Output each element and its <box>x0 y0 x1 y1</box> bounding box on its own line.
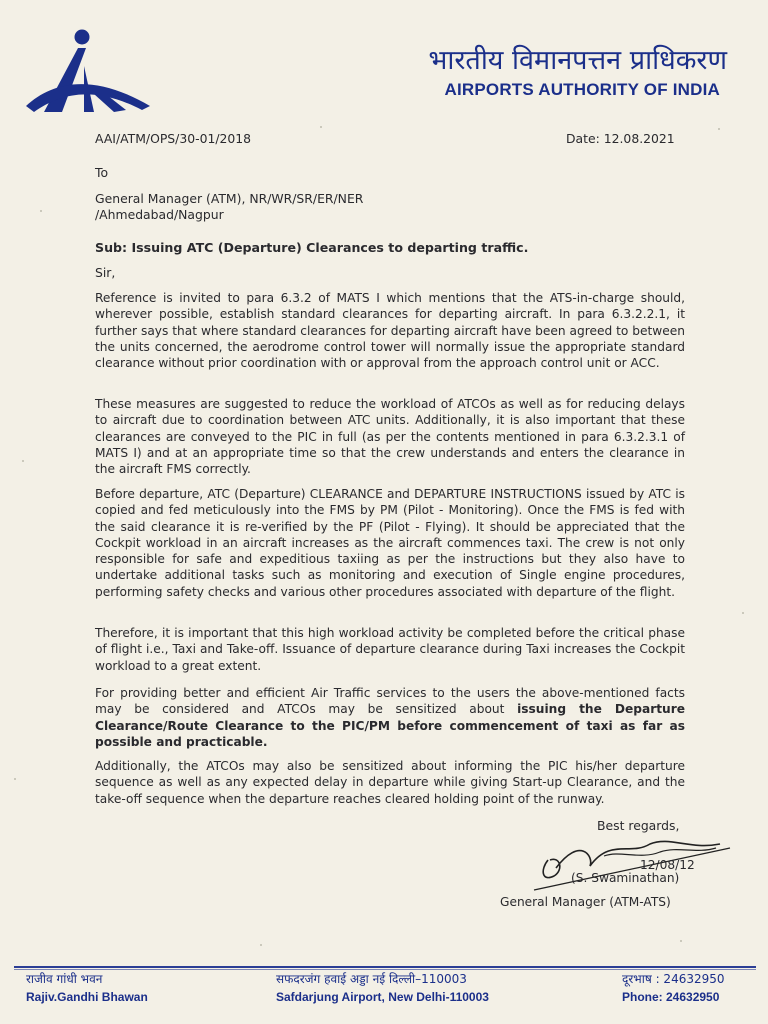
recipient-address <box>95 191 363 223</box>
signature-date: 12/08/12 <box>640 858 695 872</box>
signatory-title: General Manager (ATM-ATS) <box>500 895 671 909</box>
subject-line: Sub: Issuing ATC (Departure) Clearances to departing traffic. <box>95 240 529 255</box>
to-label: To <box>95 165 109 180</box>
org-name-english: AIRPORTS AUTHORITY OF INDIA <box>444 80 720 99</box>
paper-speck <box>22 460 24 462</box>
footer-divider <box>14 966 756 968</box>
footer-airport-hindi: सफदरजंग हवाई अड्डा नई दिल्ली–110003 <box>276 972 467 986</box>
paragraph-1: Reference is invited to para 6.3.2 of MATS I which mentions that the ATS-in-charge should, wherever possible, establish standard clearances for departing aircraft. In para 6.3.2.2.1, it further says that where standard clearances for departing aircraft have been agreed to between the units concerned, the aerodrome control tower will normally issue the appropriate standard clearance without prior coordination with or approval from the approach control unit or ACC. <box>95 291 685 371</box>
footer-phone: Phone: 24632950 <box>622 990 720 1004</box>
paragraph-2: These measures are suggested to reduce the workload of ATCOs as well as for reducing delays to aircraft due to coordination between ATC units. Additionally, it is also important that these clearances are conveyed to the PIC in full (as per the contents mentioned in para 6.3.2.3.1 of MATS I) and at an appropriate time so that the crew understands and enters the clearance in the aircraft FMS correctly. <box>95 397 685 477</box>
paragraph-3: Before departure, ATC (Departure) CLEARANCE and DEPARTURE INSTRUCTIONS issued by ATC is copied and fed meticulously into the FMS by PM (Pilot - Monitoring). Once the FMS is fed with the said clearance it is re-verified by the PF (Pilot - Flying). It should be appreciated that the Cockpit workload in an aircraft increases as the aircraft commences taxi. The crew is not only responsible for safe and expeditious taxiing as per the instructions but they also have to undertake additional tasks such as monitoring and execution of Single engine procedures, performing safety checks and various other procedures associated with departure of the flight. <box>95 487 685 599</box>
paper-speck <box>718 128 720 130</box>
footer-phone-hindi: दूरभाष : 24632950 <box>622 972 725 986</box>
paragraph-5 <box>95 685 685 750</box>
paper-speck <box>680 940 682 942</box>
closing: Best regards, <box>597 818 680 833</box>
paragraph-5-text: For providing better and efficient Air Traffic services to the users the above-mentioned facts may be considered and ATCOs may be sensitized about <box>95 686 685 717</box>
letter-date: Date: 12.08.2021 <box>566 131 675 146</box>
aai-logo-icon <box>22 28 154 118</box>
address-line: General Manager (ATM), NR/WR/SR/ER/NER <box>95 191 364 206</box>
paragraph-4: Therefore, it is important that this high workload activity be completed before the critical phase of flight i.e., Taxi and Take-off. Issuance of departure clearance during Taxi increases the Cockpit workload to a great extent. <box>95 626 685 673</box>
paper-speck <box>40 210 42 212</box>
footer-airport: Safdarjung Airport, New Delhi-110003 <box>276 990 489 1004</box>
footer-address: Rajiv.Gandhi Bhawan <box>26 990 148 1004</box>
paper-speck <box>14 778 16 780</box>
paragraph-5-emphasis: issuing the Departure Clearance/Route Clearance to the PIC/PM before commencement of taxi as far as possible and practicable. <box>95 702 685 749</box>
footer-address-hindi: राजीव गांधी भवन <box>26 972 103 986</box>
paper-speck <box>260 944 262 946</box>
address-line: /Ahmedabad/Nagpur <box>95 207 224 222</box>
paper-speck <box>742 612 744 614</box>
org-name-hindi: भारतीय विमानपत्तन प्राधिकरण <box>428 45 727 76</box>
signatory-name: (S. Swaminathan) <box>571 871 680 885</box>
handwritten-signature <box>520 826 740 896</box>
paragraph-6: Additionally, the ATCOs may also be sensitized about informing the PIC his/her departure sequence as well as any expected delay in departure while giving Start-up Clearance, and the take-off sequence when the departure reaches cleared holding point of the runway. <box>95 759 685 806</box>
reference-number: AAI/ATM/OPS/30-01/2018 <box>95 131 252 146</box>
paper-speck <box>320 126 322 128</box>
salutation: Sir, <box>95 265 116 280</box>
